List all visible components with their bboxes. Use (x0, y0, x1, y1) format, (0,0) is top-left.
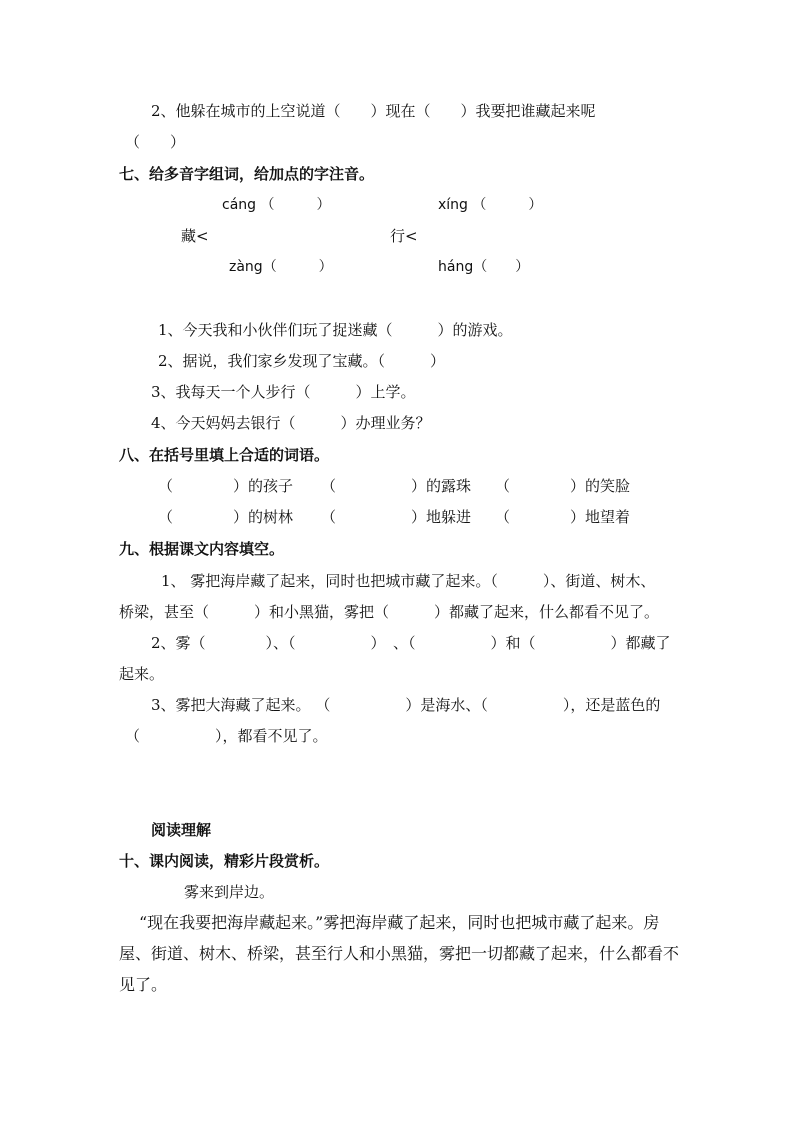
question-line: 起来。 (119, 665, 165, 683)
question-line: 桥梁，甚至（ ）和小黑猫，雾把（ ）都藏了起来，什么都看不见了。 (119, 603, 660, 621)
polyphone-char: 藏< (181, 227, 209, 245)
passage-line: “现在我要把海岸藏起来。”雾把海岸藏了起来，同时也把城市藏了起来。房 (139, 913, 660, 932)
question-line: （ ），都看不见了。 (125, 727, 328, 745)
fill-phrase: （ ）地望着 (495, 508, 631, 526)
passage-line: 屋、街道、树木、桥梁，甚至行人和小黑猫，雾把一切都藏了起来，什么都看不 (119, 944, 680, 963)
question-line: 2、雾（ ）、（ ） 、（ ）和（ ）都藏了 (151, 634, 671, 652)
passage-subtitle: 雾来到岸边。 (184, 883, 275, 901)
passage-line: 见了。 (119, 975, 168, 994)
fill-phrase: （ ）的露珠 (321, 477, 472, 495)
question-line: 2、据说，我们家乡发现了宝藏。（ ） (158, 352, 446, 370)
question-line: 4、今天妈妈去银行（ ）办理业务？ (151, 414, 431, 432)
question-line: 2、他躲在城市的上空说道（ ）现在（ ）我要把谁藏起来呢 (151, 102, 596, 120)
section-heading: 九、根据课文内容填空。 (119, 540, 285, 558)
pinyin-blank: háng（ ） (438, 259, 530, 275)
fill-phrase: （ ）的笑脸 (495, 477, 631, 495)
fill-phrase: （ ）的孩子 (158, 477, 294, 495)
pinyin-blank: cáng （ ） (222, 197, 331, 213)
section-heading: 七、给多音字组词，给加点的字注音。 (119, 165, 375, 183)
section-heading: 十、课内阅读，精彩片段赏析。 (119, 852, 330, 870)
question-line: 3、我每天一个人步行（ ）上学。 (151, 383, 416, 401)
question-line: 3、雾把大海藏了起来。 （ ）是海水、（ ），还是蓝色的 (151, 696, 661, 714)
fill-phrase: （ ）的树林 (158, 508, 294, 526)
pinyin-blank: zàng（ ） (229, 259, 333, 275)
part-title: 阅读理解 (151, 821, 212, 839)
question-line: （ ） (125, 133, 186, 151)
polyphone-char: 行< (390, 227, 418, 245)
section-heading: 八、在括号里填上合适的词语。 (119, 446, 330, 464)
question-line: 1、今天我和小伙伴们玩了捉迷藏（ ）的游戏。 (158, 321, 513, 339)
pinyin-blank: xíng （ ） (438, 197, 543, 213)
question-line: 1、 雾把海岸藏了起来，同时也把城市藏了起来。（ ）、街道、树木、 (161, 572, 656, 590)
fill-phrase: （ ）地躲进 (321, 508, 472, 526)
